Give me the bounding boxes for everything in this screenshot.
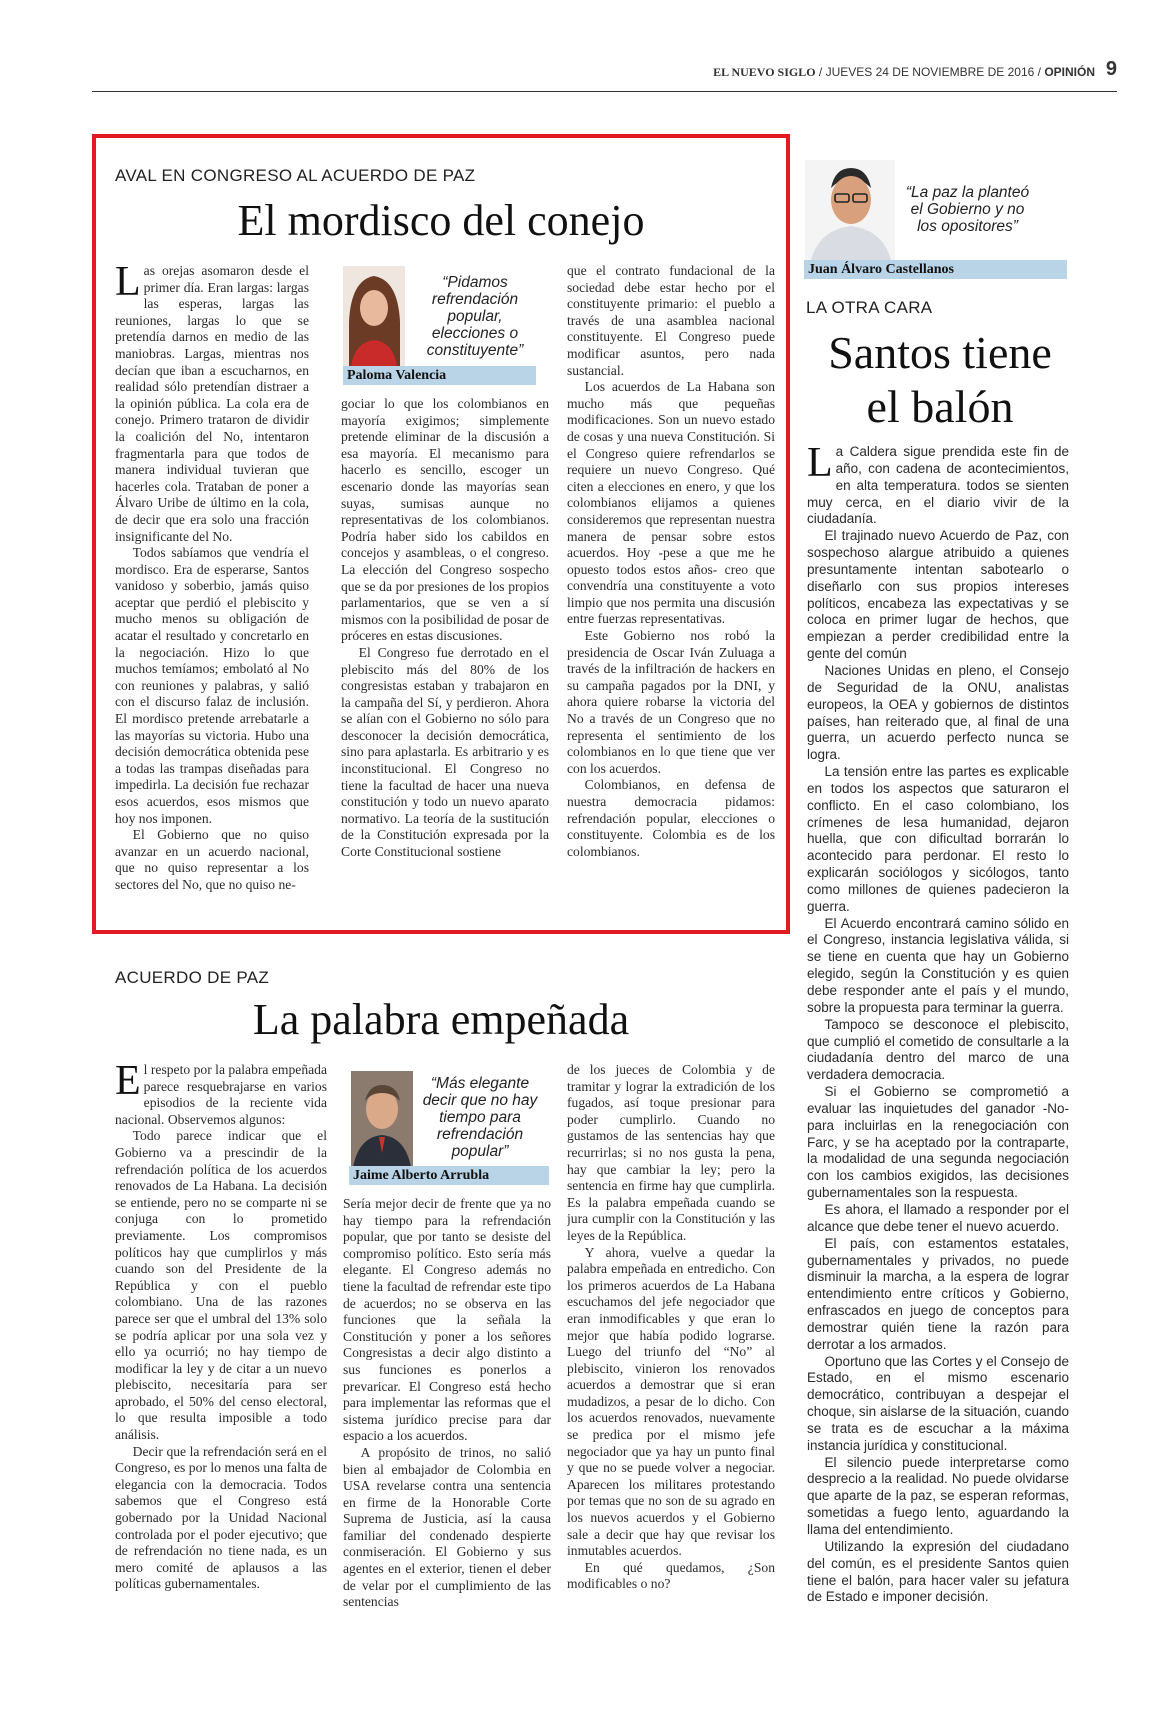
page-number: 9 — [1105, 58, 1117, 80]
article2-author-name: Jaime Alberto Arrubla — [349, 1166, 549, 1185]
paragraph: La tensión entre las partes es explicable en todos los aspectos que saturaron el conflicto. En el caso colombiano, los crímenes de lesa humanidad, dejaron huella, que con dificultad borrarán lo acontecido para perdonar. El resto lo explicarán sociólogos y sicólogos, tanto como millones de quienes padecieron la guerra. — [807, 764, 1069, 914]
paragraph: El país, con estamentos estatales, gubernamentales y privados, no puede disminuir la marcha, a la espera de lograr entendimiento entre críticos y Gobierno, enfrascados en juego de conceptos para demostrar quién tiene la razón para derrotar a los armados. — [807, 1235, 1069, 1352]
paragraph: de los jueces de Colombia y de tramitar y lograr la extradición de los fugados, así toque presionar para poder cumplirlo. Cuando no gustamos de las sentencias hay que recurrirlas; si no nos gusta la pena, hay que cambiar la ley; pero la sentencia en firme hay que cumplirla. Es la palabra empeñada cuando se jura cumplir con la Constitución y las leyes de la República. — [567, 1062, 775, 1243]
article2-column-3 — [567, 1062, 775, 1648]
paragraph: Decir que la refrendación será en el Congreso, es por lo menos una falta de elegancia con la democracia. Todos sabemos que el Congreso está gobernado por la Unidad Nacional controlada por el poder ejecutivo; que de refrendación no tiene nada, es un mero comité de aplausos a las políticas gubernamentales. — [115, 1443, 327, 1592]
portrait-avatar-icon — [805, 160, 895, 260]
article1-column-1 — [115, 263, 309, 923]
paragraph: Tampoco se desconoce el plebiscito, que cumplió el cometido de consultarle a la ciudadanía dentro del marco de una verdadera democracia. — [807, 1016, 1069, 1083]
page-header — [92, 58, 1117, 92]
paragraph: Todo parece indicar que el Gobierno va a prescindir de la refrendación política de los acuerdos renovados de La Habana. La decisión se entiende, pero no se comparte ni se conjuga con lo prometido previamente. Los compromisos políticos hay que cumplirlos y más cuando son del Presidente de la República y con el pueblo colombiano. Una de las razones parece ser que el umbral del 13% solo se podría aplicar por una sola vez y ello ya ocurrió; no hay tiempo de modificar la ley y de citar a un nuevo plebiscito, necesitaría para ser aprobado, el 50% del censo electoral, lo que resulta imposible a todo análisis. — [115, 1128, 327, 1443]
paragraph: A propósito de trinos, no salió bien al embajador de Colombia en USA revelarse contra una sentencia en firme de la Honorable Corte Suprema de Justicia, así la causa familiar del condenado despierte conmiseración. El Gobierno y sus agentes en el exterior, tienen el deber de velar por el cumplimiento de las sentencias — [343, 1444, 551, 1610]
paragraph: Utilizando la expresión del ciudadano del común, es el presidente Santos quien tiene el balón, para hacer valer su jefatura de Estado e imponer decisión. — [807, 1538, 1069, 1605]
article1-author-name: Paloma Valencia — [343, 366, 536, 385]
author-photo-paloma-valencia — [343, 266, 405, 366]
paragraph: Este Gobierno nos robó la presidencia de Oscar Iván Zuluaga a través de la infiltración de hackers en su campaña pagados por la DNI, y ahora quiere robarse la victoria del No a través de un Congreso que no representa el sentimiento de los colombianos en lo que tiene que ver con los acuerdos. — [567, 628, 775, 776]
paragraph: l respeto por la palabra empeñada parece resquebrajarse en varios episodios de la reciente vida nacional. Observemos algunos: — [115, 1062, 327, 1127]
paragraph: El silencio puede interpretarse como desprecio a la realidad. No puede olvidarse que aparte de la paz, se esperan reformas, sometidas a fuego lento, aguardando la llama del entendimiento. — [807, 1454, 1069, 1537]
article1-column-2 — [341, 396, 549, 923]
paragraph: En qué quedamos, ¿Son modificables o no? — [567, 1559, 775, 1592]
article2-dropcap: E — [115, 1062, 141, 1104]
paragraph: Sería mejor decir de frente que ya no hay tiempo para la refrendación popular, que por tanto se desiste del compromiso político. Esto sería más elegante. El Congreso además no tiene la facultad de refrendar este tipo de acuerdos; no se observa en las funciones que la señala la Constitución y poner a los señores Congresistas a decir algo distinto a sus funciones es ponerlos a prevaricar. El Congreso está hecho para implementar las reformas que el sistema jurídico precise para dar espacio a los acuerdos. — [343, 1196, 551, 1444]
article1-pull-quote: “Pidamos refrendación popular, elecciones o constituyente” — [426, 274, 524, 359]
section-name: OPINIÓN — [1044, 65, 1095, 79]
paragraph: El Congreso fue derrotado en el plebiscito más del 80% de los congresistas estaban y trabajaron en la campaña del Sí, y perdieron. Ahora se alían con el Gobierno no sólo para desconocer la decisión democrática, sino para aplastarla. Es arbitrario y es inconstitucional. El Congreso no tiene la facultad de hacer una nueva constitución y todo un nuevo aparato normativo. La teoría de la sustitución de la Constitución expresada por la Corte Constitucional sostiene — [341, 644, 549, 860]
article3-title-line-1: Santos tiene — [828, 327, 1052, 378]
paragraph: Los acuerdos de La Habana son mucho más que pequeñas modificaciones. Son un nuevo estado de cosas y una nueva Constitución. Si el Congreso quiere refrendarlos se requiere un nuevo Congreso. Qué citen a elecciones en enero, y que los colombianos elijamos a quienes consideremos que representan nuestra manera de pensar sobre estos acuerdos. Hoy -pese a que me he opuesto todos estos años- creo que convendría una constituyente a voto limpio que nos permita una discusión entre fuerzas representativas. — [567, 379, 775, 627]
paragraph: Naciones Unidas en pleno, el Consejo de Seguridad de la ONU, analistas europeos, la OEA y gobiernos de distintos países, han reiterado que, al final de una guerra, un acuerdo perfecto nunca se logra. — [807, 662, 1069, 763]
article3-dropcap: L — [807, 444, 833, 486]
paragraph: Colombianos, en defensa de nuestra democracia pidamos: refrendación popular, elecciones o constituyente. Colombia es de los colombianos. — [567, 777, 775, 859]
article3-title — [800, 326, 1080, 434]
paragraph: Todos sabíamos que vendría el mordisco. Era de esperarse, Santos vanidoso y soberbio, jamás quiso aceptar que perdió el plebiscito y mucho menos su obligación de acatar el resultado y concretarlo en la negociación. Hizo lo que muchos temíamos; embolató al No con reuniones y palabras, y salió con el discurso falaz de inclusión. El mordisco pretende arrebatarle a las mayorías su victoria. Hubo una decisión democrática obtenida pese a todas las trampas diseñadas para impedirla. La decisión fue rechazar esos acuerdos, esos mismos que hoy nos imponen. — [115, 545, 309, 826]
article2-pull-quote: “Más elegante decir que no hay tiempo para refrendación popular” — [422, 1075, 538, 1160]
article1-column-3 — [567, 263, 775, 923]
article3-kicker: LA OTRA CARA — [806, 298, 933, 317]
issue-date: / JUEVES 24 DE NOVIEMBRE DE 2016 / — [815, 65, 1045, 79]
author-photo-juan-alvaro-castellanos — [805, 160, 895, 260]
article2-title: La palabra empeñada — [252, 995, 630, 1044]
paragraph: Y ahora, vuelve a quedar la palabra empeñada en entredicho. Con los primeros acuerdos de La Habana escuchamos del jefe negociador que eran inmodificables y que eran lo mejor que había podido lograrse. Luego del triunfo del “No” al plebiscito, vinieron los renovados acuerdos a demostrar que si eran mudadizos, a pesar de lo dicho. Con los acuerdos renovados, nuevamente se predica por el mismo jefe negociador que ya hay un punto final y que no se puede volver a negociar. Aparecen los militares protestando por temas que no son de su agrado en los nuevos acuerdos y el Gobierno sale a decir que hay que revisar los inmutables acuerdos. — [567, 1244, 775, 1559]
article2-column-1 — [115, 1062, 327, 1648]
paragraph: Oportuno que las Cortes y el Consejo de Estado, en el mismo escenario democrático, contribuyan a despejar el choque, sin aislarse de la situación, cuando se trata es de escuchar a la máxima instancia jurídica y constitucional. — [807, 1353, 1069, 1453]
paragraph: El Acuerdo encontrará camino sólido en el Congreso, instancia legislativa válida, si se tiene en cuenta que hay un Gobierno elegido, según la Constitución y es quien debe responder ante el país y el mundo, sobre la propuesta para terminar la guerra. — [807, 915, 1069, 1015]
paragraph: gociar lo que los colombianos en mayoría exigimos; simplemente pretende eliminar de la discusión a esa mayoría. El mecanismo para hacerlo es sencillo, escoger un escenario donde las mayorías sean suyas, sumisas aunque no representativas de los colombianos. Podría haber sido los cabildos en concejos y asambleas, o el congreso. La elección del Congreso sospecho que se da por presiones de los propios parlamentarios, que se ven a sí mismos con la posibilidad de posar de próceres en estas discusiones. — [341, 396, 549, 644]
paragraph: que el contrato fundacional de la sociedad debe estar hecho por el constituyente primario: el pueblo a través de una asamblea nacional constituyente. El Congreso puede modificar asuntos, pero nada sustancial. — [567, 263, 775, 378]
article2-kicker: ACUERDO DE PAZ — [115, 968, 270, 987]
article1-kicker: AVAL EN CONGRESO AL ACUERDO DE PAZ — [115, 166, 476, 185]
article3-pull-quote: “La paz la planteó el Gobierno y no los opositores” — [905, 184, 1030, 235]
article1-title: El mordisco del conejo — [237, 196, 645, 245]
newspaper-name: EL NUEVO SIGLO — [713, 65, 816, 79]
article1-dropcap: L — [115, 263, 141, 305]
paragraph: Es ahora, el llamado a responder por el alcance que debe tener el nuevo acuerdo. — [807, 1201, 1069, 1234]
portrait-avatar-icon — [351, 1071, 413, 1167]
article3-body — [807, 444, 1069, 1652]
paragraph: El Gobierno que no quiso avanzar en un acuerdo nacional, que no quiso representar a los sectores del No, que no quiso ne- — [115, 827, 309, 892]
header-dateline — [713, 65, 1095, 80]
article3-author-name: Juan Álvaro Castellanos — [804, 260, 1067, 279]
paragraph: Si el Gobierno se comprometió a evaluar las inquietudes del ganador -No- para incluirlas en la renegociación con Farc, y se ha aceptado por la contraparte, la modalidad de una segunda negociación con los cambios exigidos, las decisiones gubernamentales son la respuesta. — [807, 1084, 1069, 1201]
portrait-avatar-icon — [343, 266, 405, 366]
paragraph: as orejas asomaron desde el primer día. Eran largas: largas las esperas, largas las reuniones, largas lo que se pretendía darnos en medio de las maniobras. Largas, mientras nos decían que iban a escucharnos, en realidad sólo pretendían distraer a la opinión pública. La cola era de conejo. Primero trataron de dividir la coalición del No, intentaron fragmentarla para que todos de manera individual tuvieran que hacerles cola. Trataban de poner a Álvaro Uribe de último en la cola, de decir que era solo una fracción insignificante del No. — [115, 263, 309, 544]
article3-title-line-2: el balón — [866, 381, 1014, 432]
paragraph: a Caldera sigue prendida este fin de año, con cadena de acontecimientos, en alta temperatura. todos se sienten muy cerca, en el diario vivir de la ciudadanía. — [807, 444, 1069, 527]
article2-column-2 — [343, 1196, 551, 1648]
paragraph: El trajinado nuevo Acuerdo de Paz, con sospechoso alargue atribuido a quienes presuntamente intentan sabotearlo o diseñarlo con sus propios intereses políticos, encabeza las expectativas y se coloca en primer lugar de hechos, que empiezan a perder credibilidad entre la gente del común — [807, 528, 1069, 662]
author-photo-jaime-alberto-arrubla — [351, 1071, 413, 1167]
